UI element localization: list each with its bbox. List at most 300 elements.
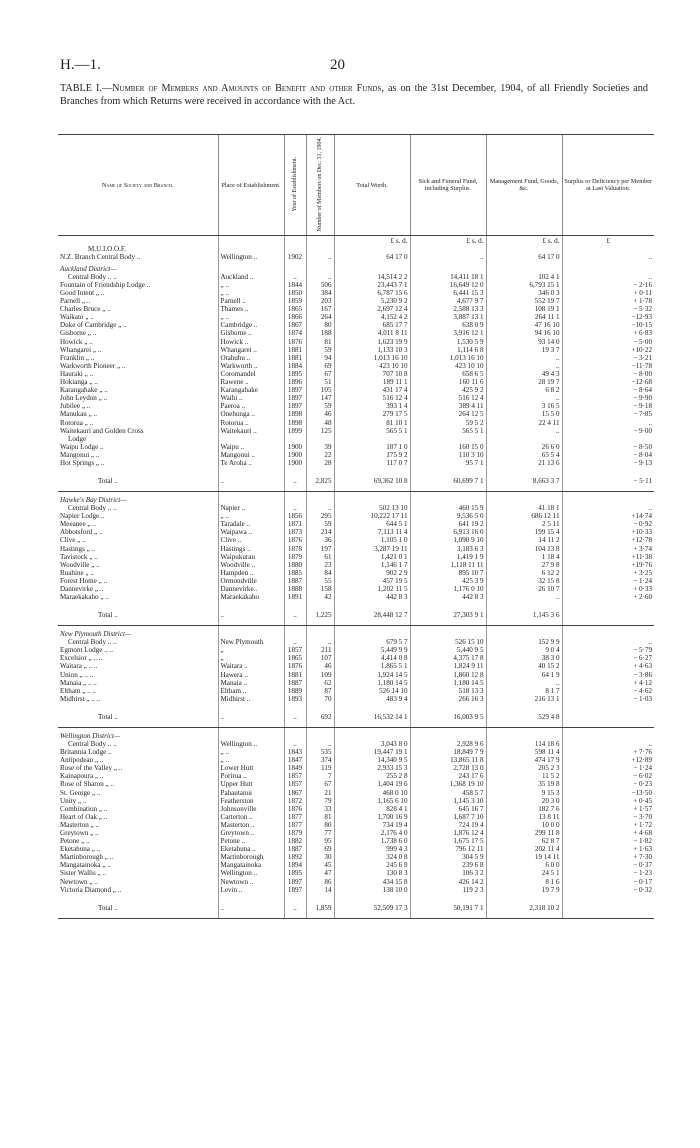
cell-members: 67 [306,370,334,378]
cell-surplus: −13·50 [562,788,654,796]
cell-surplus: + 3·74 [562,544,654,552]
cell-place: Auckland .. [218,273,284,281]
cell-place: „ .. [218,313,284,321]
cell-members [306,626,334,639]
cell-year: 1856 [284,512,306,520]
cell-mgmt: 27 9 8 [486,561,562,569]
cell-sick: 59 5 2 [410,418,486,426]
cell-members: 1,225 [306,606,334,619]
cell-place: .. [218,472,284,485]
table-row [58,654,654,662]
cell-members: 80 [306,321,334,329]
cell-year: 1859 [284,297,306,305]
cell-mgmt: 1,145 3 6 [486,606,562,619]
cell-worth: 64 17 0 [334,253,410,261]
cell-year [284,435,306,443]
cell-surplus: +14·74 [562,512,654,520]
cell-mgmt: 26 6 0 [486,443,562,451]
cell-year: 1850 [284,289,306,297]
cell-worth: 4,011 8 11 [334,329,410,337]
cell-year: 1876 [284,536,306,544]
cell-name: Martinborough „ .. [60,853,114,862]
table-row [58,289,654,297]
cell-year: 1866 [284,313,306,321]
cell-members: 55 [306,577,334,585]
cell-worth: 187 1 0 [334,443,410,451]
cell-sick: 516 12 4 [410,394,486,402]
table-header-row [58,135,654,236]
cell-place: .. [218,899,284,912]
cell-year: 1895 [284,869,306,877]
cell-name: Manaia „ .. .. [60,678,97,687]
table-row [58,829,654,837]
cell-sick: 1,176 0 10 [410,585,486,593]
cell-members: 119 [306,764,334,772]
cell-name: Rotorua „ .. [60,418,94,427]
cell-surplus: − 6·27 [562,654,654,662]
cell-name: Total .. [98,476,118,485]
cell-mgmt: 20 3 0 [486,797,562,805]
table-title-rest: , as on the 31st December, 1904, of all Friendly Societies and Branches from which Returns were received in accordance with the Act. [60,83,648,107]
cell-worth: 1,421 0 1 [334,553,410,561]
cell-worth: 28,448 12 7 [334,606,410,619]
cell-year: 1900 [284,451,306,459]
cell-surplus: .. [562,253,654,261]
cell-sick: 1,180 14 5 [410,679,486,687]
cell-year: 1881 [284,346,306,354]
cell-place: Manaia .. [218,679,284,687]
cell-mgmt: 32 15 8 [486,577,562,585]
cell-surplus: −12·93 [562,313,654,321]
cell-year: 1857 [284,780,306,788]
cell-name: Egmont Lodge .. .. [60,646,113,655]
cell-name: Masterton „ .. [60,820,100,829]
cell-worth: 1,133 10 3 [334,346,410,354]
cell-name: Hokianga „ .. [60,378,98,387]
cell-members: 506 [306,281,334,289]
cell-sick: 442 8 3 [410,593,486,601]
rule-row [58,912,654,919]
table-row [58,805,654,813]
cell-sick: 1,419 1 9 [410,553,486,561]
cell-place: Waitara .. [218,662,284,670]
cell-place: Karangahake [218,386,284,394]
table-row [58,346,654,354]
cell-worth [334,245,410,253]
cell-name: St. George „ .. [60,788,101,797]
cell-worth: 175 9 2 [334,451,410,459]
cell-name: Hot Springs „ .. [60,458,105,467]
cell-mgmt: 24 5 1 [486,869,562,877]
cell-sick: 304 5 9 [410,853,486,861]
cell-year: 1876 [284,662,306,670]
cell-surplus: .. [562,273,654,281]
cell-year: .. [284,606,306,619]
cell-name: Midhirst „ .. .. [60,694,100,703]
cell-members: 33 [306,805,334,813]
cell-place: Hampden .. [218,569,284,577]
table-row [58,281,654,289]
cell-worth: 2,176 4 0 [334,829,410,837]
cell-sick: 423 10 10 [410,362,486,370]
cell-surplus: −12·68 [562,378,654,386]
cell-members: 95 [306,837,334,845]
cell-mgmt: 9 15 3 [486,788,562,796]
cell-members: 59 [306,520,334,528]
cell-mgmt: 205 2 3 [486,764,562,772]
cell-name: Abbotsford „ .. [60,528,103,537]
cell-place: Eketahuna .. [218,845,284,853]
cell-members: 87 [306,687,334,695]
societies-table [58,134,654,919]
cell-mgmt: 264 11 1 [486,313,562,321]
cell-worth: 1,165 6 10 [334,797,410,805]
cell-surplus: +10·22 [562,346,654,354]
cell-name: N.Z. Branch Central Body .. [60,252,141,261]
cell-name: Warkworth Pioneer „ .. [60,361,126,370]
cell-surplus: −11·78 [562,362,654,370]
cell-members: 374 [306,756,334,764]
table-row [58,378,654,386]
cell-members: 69 [306,845,334,853]
cell-members: 197 [306,544,334,552]
cell-name: Karangahake „ .. [60,386,108,395]
cell-worth: 1,738 6 0 [334,837,410,845]
table-row [58,504,654,512]
table-row [58,459,654,467]
cell-members: 384 [306,289,334,297]
cell-surplus: − 3·86 [562,671,654,679]
cell-year: 1891 [284,593,306,601]
cell-mgmt: 529 4 8 [486,708,562,721]
cell-mgmt: 62 8 7 [486,837,562,845]
cell-worth: 130 8 3 [334,869,410,877]
cell-year: 1884 [284,362,306,370]
cell-place: Pahautanui [218,788,284,796]
cell-year: 1865 [284,305,306,313]
table-row [58,577,654,585]
cell-surplus: − 9·00 [562,427,654,435]
table-row [58,561,654,569]
society-heading-row [58,245,654,253]
cell-members: 62 [306,679,334,687]
cell-mgmt [486,912,562,919]
cell-name: Mangonui „ .. [60,450,100,459]
cell-surplus: +11·38 [562,553,654,561]
col-header-worth: Total Worth. [334,135,410,236]
cell-surplus: − 8·04 [562,451,654,459]
cell-sick: 60,699 7 1 [410,472,486,485]
table-row [58,756,654,764]
cell-surplus: − 5·00 [562,338,654,346]
cell-members [306,727,334,740]
cell-name: Forest Home „ .. [60,576,108,585]
cell-place: Waitekauri .. [218,427,284,435]
cell-members: 188 [306,329,334,337]
cell-worth: 999 4 3 [334,845,410,853]
cell-year: 1849 [284,764,306,772]
cell-mgmt: 47 16 10 [486,321,562,329]
cell-worth: 565 5 1 [334,427,410,435]
cell-place: .. [218,708,284,721]
cell-mgmt: 104 13 8 [486,544,562,552]
cell-sick: 658 6 5 [410,370,486,378]
cell-members: 46 [306,662,334,670]
table-row [58,305,654,313]
cell-name: Wellington District— [60,731,121,740]
cell-place: Waipu .. [218,443,284,451]
cell-surplus [562,261,654,273]
cell-year: 1873 [284,528,306,536]
cell-worth: 502 13 10 [334,504,410,512]
cell-members: 51 [306,378,334,386]
cell-name: Rose of Sharon „ .. [60,780,114,789]
table-row [58,853,654,861]
col-header-sick: Sick and Funeral Fund, including Surplus. [410,135,486,236]
cell-place: „ .. [218,756,284,764]
cell-members: 80 [306,821,334,829]
cell-surplus: − 1·24 [562,577,654,585]
cell-year: 1877 [284,813,306,821]
table-row [58,764,654,772]
cell-sick: 518 13 3 [410,687,486,695]
cell-surplus: +19·76 [562,561,654,569]
cell-name: Waitara „ .. .. [60,662,98,671]
cell-mgmt: 49 4 3 [486,370,562,378]
cell-worth [334,626,410,639]
units-worth: £ s. d. [334,236,410,245]
cell-surplus: − 1·82 [562,837,654,845]
cell-mgmt: .. [486,593,562,601]
cell-sick: .. [410,253,486,261]
cell-place: Waipawa .. [218,528,284,536]
cell-members: 125 [306,427,334,435]
cell-mgmt: 21 13 6 [486,459,562,467]
cell-members: 22 [306,451,334,459]
cell-members: 14 [306,886,334,894]
cell-members [306,261,334,273]
col-header-place: Place of Establishment. [218,135,284,236]
cell-surplus: + 1·78 [562,297,654,305]
cell-place: Clive .. [218,536,284,544]
cell-sick: 14,411 18 1 [410,273,486,281]
cell-year [284,727,306,740]
cell-members: 158 [306,585,334,593]
cell-sick: 119 2 3 [410,886,486,894]
col-header-name: Name of Society and Branch. [58,135,218,236]
table-row [58,520,654,528]
cell-members: 67 [306,780,334,788]
cell-surplus: + 4·68 [562,829,654,837]
cell-members: .. [306,638,334,646]
cell-place: Newtown .. [218,877,284,885]
cell-worth: 69,362 10 8 [334,472,410,485]
cell-worth: 4,414 0 8 [334,654,410,662]
cell-members: 203 [306,297,334,305]
cell-name: Central Body .. .. [68,504,117,513]
cell-members: 30 [306,853,334,861]
cell-year: 1897 [284,877,306,885]
table-row [58,321,654,329]
cell-place: Johnsonville [218,805,284,813]
cell-sick: 3,183 6 3 [410,544,486,552]
cell-surplus: − 1·24 [562,764,654,772]
table-row [58,297,654,305]
cell-place: Parnell .. [218,297,284,305]
total-row [58,899,654,912]
cell-surplus: +12·89 [562,756,654,764]
table-row [58,435,654,443]
cell-worth [334,435,410,443]
cell-name: Heart of Oak „ .. [60,812,108,821]
cell-worth [334,727,410,740]
cell-place: Taradale .. [218,520,284,528]
cell-surplus [562,727,654,740]
cell-surplus [562,626,654,639]
cell-mgmt: 3 16 5 [486,402,562,410]
cell-members: 23 [306,561,334,569]
table-row [58,410,654,418]
table-row [58,740,654,748]
cell-year: 1895 [284,370,306,378]
cell-members: 48 [306,418,334,426]
cell-worth: 1,865 5 1 [334,662,410,670]
table-row [58,585,654,593]
cell-sick: 2,588 13 3 [410,305,486,313]
cell-surplus [562,708,654,721]
cell-sick: 3,916 12 1 [410,329,486,337]
cell-mgmt: 216 13 1 [486,695,562,703]
cell-surplus: +10·33 [562,528,654,536]
cell-year: 1897 [284,386,306,394]
page-number: 20 [330,57,345,73]
cell-place: Whangarei .. [218,346,284,354]
cell-place: „ .. [218,512,284,520]
cell-place: Te Aroha .. [218,459,284,467]
cell-members: 105 [306,386,334,394]
cell-name: Fountain of Friendship Lodge .. [60,280,151,289]
cell-worth: 431 17 4 [334,386,410,394]
district-heading-row [58,261,654,273]
cell-mgmt: 552 19 7 [486,297,562,305]
cell-mgmt: 94 16 10 [486,329,562,337]
cell-year: 1874 [284,329,306,337]
cell-place: Gisborne .. [218,329,284,337]
cell-mgmt: 102 4 1 [486,273,562,281]
cell-sick: 16,649 12 0 [410,281,486,289]
cell-worth: 138 10 0 [334,886,410,894]
cell-mgmt: 15 5 0 [486,410,562,418]
cell-place: Thames .. [218,305,284,313]
cell-year: 1900 [284,459,306,467]
cell-members: 81 [306,338,334,346]
cell-mgmt: 1 18 4 [486,553,562,561]
cell-mgmt: 152 9 9 [486,638,562,646]
cell-place: Levin .. [218,886,284,894]
cell-mgmt: .. [486,354,562,362]
cell-year: 1871 [284,520,306,528]
cell-name: Central Body .. .. [68,638,117,647]
cell-name: Meeanee „ .. [60,520,96,529]
cell-name: Kainapoura „ .. [60,772,104,781]
cell-members: 42 [306,593,334,601]
cell-worth: 483 9 4 [334,695,410,703]
cell-sick [410,245,486,253]
cell-mgmt: .. [486,427,562,435]
table-row [58,418,654,426]
cell-mgmt: 64 17 0 [486,253,562,261]
cell-members: 79 [306,797,334,805]
cell-sick: 1,118 11 11 [410,561,486,569]
table-row [58,544,654,552]
cell-place: Dannevirke.. [218,585,284,593]
cell-worth: 52,509 17 3 [334,899,410,912]
cell-members: 2,825 [306,472,334,485]
cell-members [306,245,334,253]
cell-name: Greytown „ .. [60,828,99,837]
cell-sick: 1,013 16 10 [410,354,486,362]
cell-surplus: + 6·83 [562,329,654,337]
cell-year: 1867 [284,788,306,796]
cell-worth: 1,202 11 5 [334,585,410,593]
cell-year: 1876 [284,805,306,813]
cell-name: New Plymouth District— [60,630,132,639]
cell-mgmt: .. [486,362,562,370]
cell-year: .. [284,638,306,646]
cell-surplus: + 1·63 [562,845,654,853]
cell-name: Maraekakaho „ .. [60,593,109,602]
cell-sick: 1,368 19 10 [410,780,486,788]
cell-mgmt: 35 19 8 [486,780,562,788]
cell-year: 1872 [284,797,306,805]
cell-mgmt: 22 4 11 [486,418,562,426]
cell-place: Wellington .. [218,740,284,748]
cell-year: 1892 [284,853,306,861]
cell-worth: 1,180 14 5 [334,679,410,687]
cell-surplus: + 4·63 [562,662,654,670]
cell-surplus: − 0·92 [562,520,654,528]
table-row [58,386,654,394]
cell-place: Woodville .. [218,561,284,569]
cell-sick [410,912,486,919]
cell-name: Rose of the Valley „ .. [60,764,123,773]
cell-year [284,912,306,919]
cell-name [58,912,218,919]
cell-place: Carterton .. [218,813,284,821]
cell-year: 1896 [284,378,306,386]
cell-surplus: − 5·32 [562,305,654,313]
cell-year: 1897 [284,394,306,402]
table-row [58,253,654,261]
cell-mgmt: 6 12 2 [486,569,562,577]
cell-worth: 2,933 15 3 [334,764,410,772]
cell-surplus: .. [562,638,654,646]
cell-year: .. [284,899,306,912]
cell-mgmt: 202 11 4 [486,845,562,853]
table-row [58,427,654,435]
cell-surplus: − 0·23 [562,780,654,788]
total-row [58,606,654,619]
cell-surplus: + 4·12 [562,679,654,687]
cell-place: Maraekakaho [218,593,284,601]
cell-place [218,727,284,740]
cell-worth: 1,105 1 0 [334,536,410,544]
cell-mgmt: 108 19 1 [486,305,562,313]
cell-name: Eltham „ .. .. [60,686,97,695]
table-row [58,362,654,370]
cell-mgmt: .. [486,679,562,687]
cell-place: Wellington .. [218,869,284,877]
